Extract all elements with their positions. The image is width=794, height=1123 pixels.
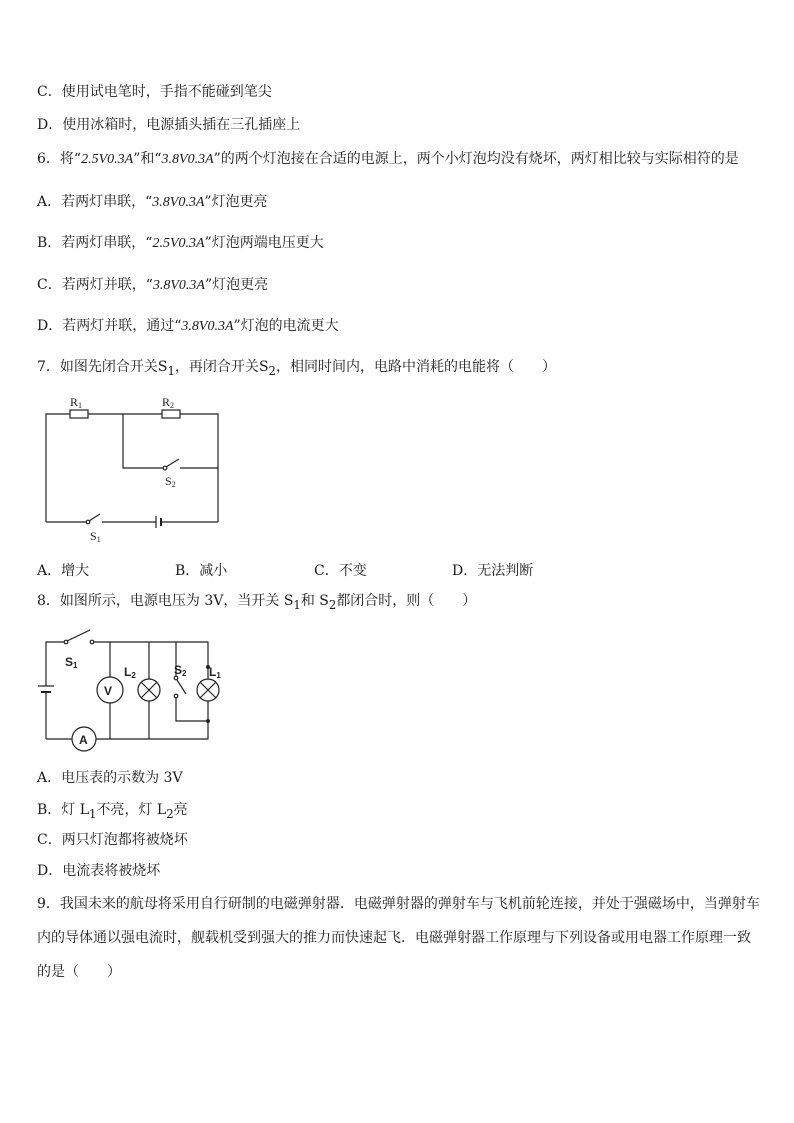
q8-option-a: A．电压表的示数为 3V bbox=[37, 770, 183, 786]
q5-option-c: C．使用试电笔时，手指不能碰到笔尖 bbox=[37, 84, 272, 100]
q7-wire-left bbox=[46, 414, 70, 522]
q8-label-l1: L1 bbox=[209, 665, 221, 680]
q6-option-a: A．若两灯串联，“3.8V0.3A”灯泡更亮 bbox=[37, 194, 268, 210]
q7-resistor-r2 bbox=[162, 410, 180, 418]
q7-stem: 7．如图先闭合开关$S_1$，再闭合开关$S_2$，相同时间内，电路中消耗的电能将（ ） bbox=[37, 359, 556, 378]
q8-option-d: D．电流表将被烧坏 bbox=[37, 863, 161, 879]
q7-option-b: B．减小 bbox=[175, 563, 228, 579]
q7-label-r1: R1 bbox=[70, 395, 83, 410]
q8-switch-s2-blade bbox=[177, 680, 186, 694]
q7-label-s1: S1 bbox=[90, 529, 101, 544]
q8-label-l2: L2 bbox=[124, 665, 136, 680]
q8-switch-s2-contact bbox=[174, 694, 178, 698]
q6-stem: 6．将“2.5V0.3A”和“3.8V0.3A”的两个灯泡接在合适的电源上，两个小灯泡均没有烧坏，两灯相比较与实际相符的是 bbox=[37, 151, 739, 167]
q6-option-c: C．若两灯并联，“3.8V0.3A”灯泡更亮 bbox=[37, 277, 269, 293]
q8-label-s2: S2 bbox=[174, 663, 187, 678]
q7-resistor-r1 bbox=[70, 410, 88, 418]
q8-stem: 8．如图所示，电源电压为 3V，当开关 $S_1$和 $S_2$都闭合时，则（ ） bbox=[37, 593, 477, 612]
q7-switch-s1-blade bbox=[89, 514, 100, 521]
q8-wire-s2 bbox=[176, 698, 208, 721]
q6-option-b: B．若两灯串联，“2.5V0.3A”灯泡两端电压更大 bbox=[37, 235, 324, 251]
q9-stem: 9．我国未来的航母将采用自行研制的电磁弹射器．电磁弹射器的弹射车与飞机前轮连接，并处于强磁场中，当弹射车内的导体通以强电流时，舰载机受到强大的推力而快速起飞．电磁弹射器工作原理与下列设备或用电器工作原理一致的是（ ） bbox=[37, 896, 760, 980]
q8-switch-s1-blade bbox=[67, 630, 90, 641]
q7-label-r2: R2 bbox=[162, 395, 175, 410]
q8-circuit-diagram bbox=[38, 624, 228, 756]
q8-option-b: B．灯 $L_1$不亮，灯 $L_2$亮 bbox=[37, 802, 188, 821]
q8-switch-s1-contact bbox=[90, 640, 94, 644]
q8-junction-dot-bottom bbox=[206, 719, 210, 723]
q7-switch-s2-blade bbox=[166, 459, 179, 467]
q6-option-d: D．若两灯并联，通过“3.8V0.3A”灯泡的电流更大 bbox=[37, 318, 339, 334]
q7-wire-bypass bbox=[123, 414, 163, 468]
q7-circuit-diagram bbox=[38, 392, 238, 547]
q7-option-a: A．增大 bbox=[37, 563, 90, 579]
q8-ammeter-label: A bbox=[79, 733, 88, 747]
q8-wire-top-left bbox=[46, 642, 64, 678]
q7-label-s2: S2 bbox=[165, 474, 176, 489]
q8-option-c: C．两只灯泡都将被烧坏 bbox=[37, 832, 188, 848]
q8-label-s1: S1 bbox=[65, 655, 78, 670]
q8-voltmeter-label: V bbox=[104, 684, 113, 698]
q7-option-c: C．不变 bbox=[314, 563, 367, 579]
q7-option-d: D．无法判断 bbox=[452, 563, 534, 579]
q5-option-d: D．使用冰箱时，电源插头插在三孔插座上 bbox=[37, 117, 301, 133]
